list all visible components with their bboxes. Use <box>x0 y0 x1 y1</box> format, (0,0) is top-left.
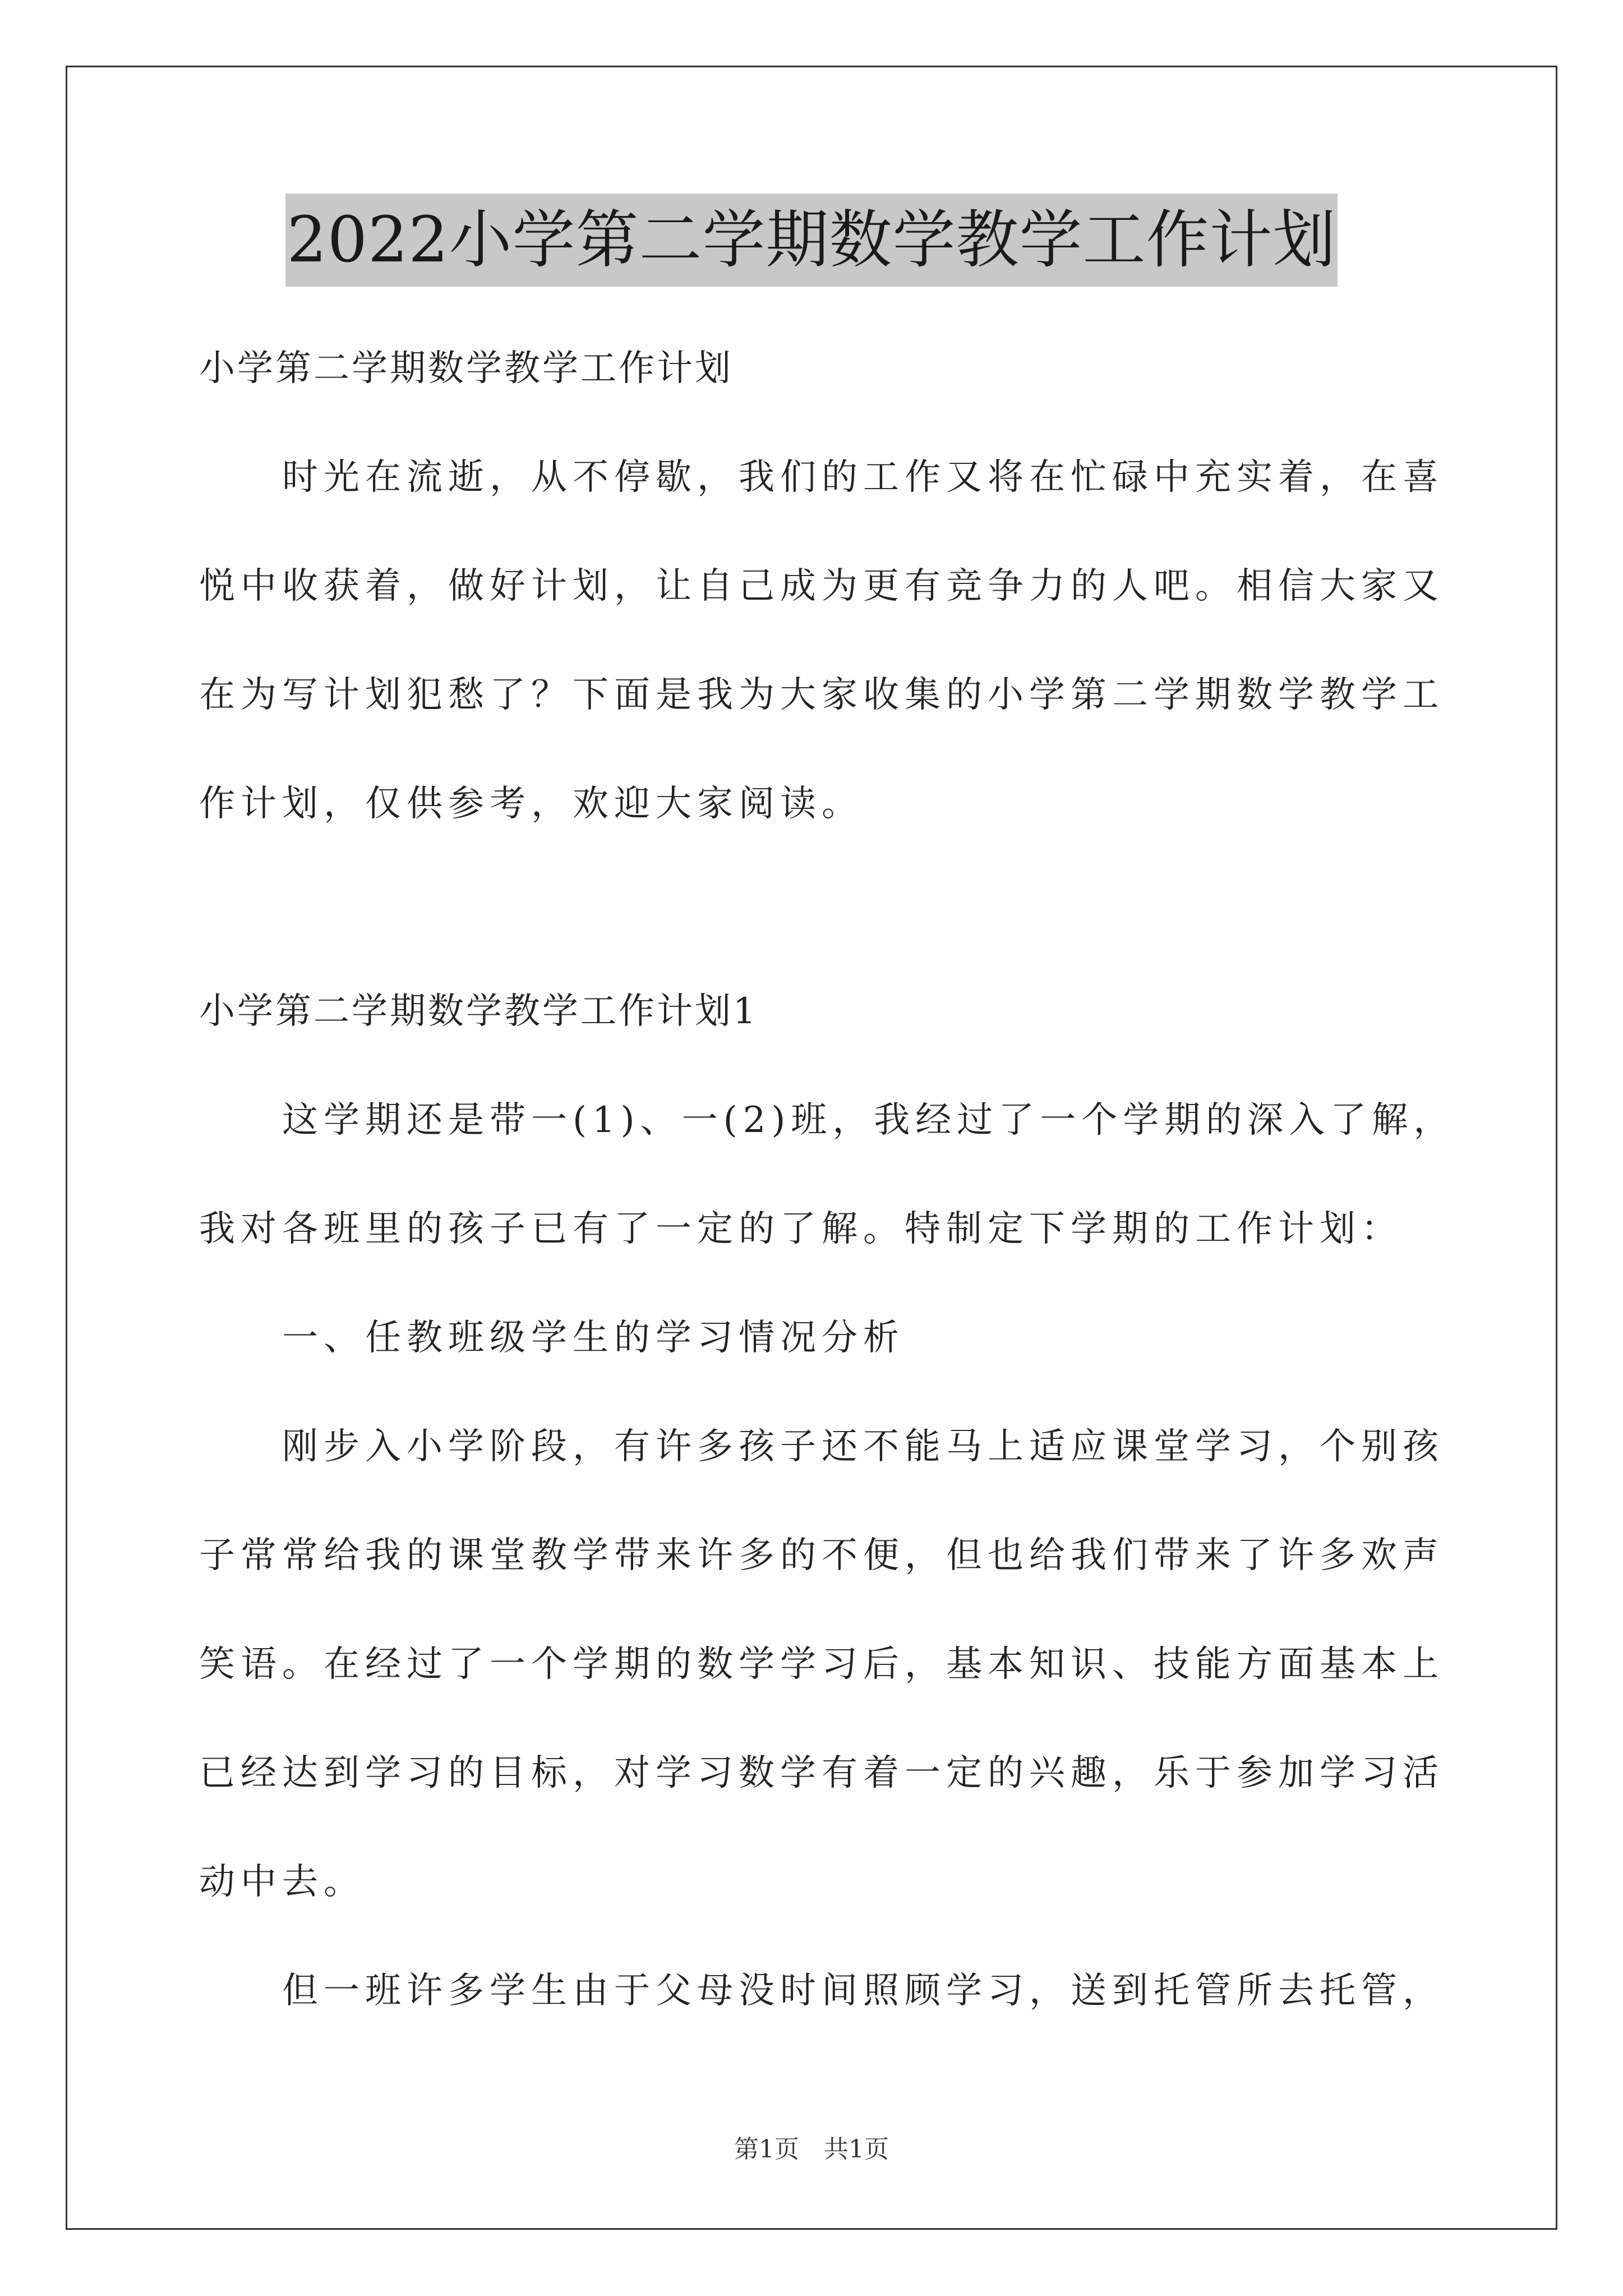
document-body <box>199 314 1455 2045</box>
intro-paragraph <box>199 423 1444 858</box>
paragraph-line: 子常常给我的课堂教学带来许多的不便，但也给我们带来了许多欢声 <box>199 1535 1444 1576</box>
paragraph-line: 已经达到学习的目标，对学习数学有着一定的兴趣，乐于参加学习活 <box>199 1752 1444 1794</box>
section-subheading: 一、任教班级学生的学习情况分析 <box>282 1317 905 1359</box>
paragraph-line: 这学期还是带一(1)、一(2)班，我经过了一个学期的深入了解， <box>282 1099 1455 1141</box>
paragraph-line: 作计划，仅供参考，欢迎大家阅读。 <box>199 783 863 825</box>
title-container <box>0 194 1623 287</box>
paragraph-line: 笑语。在经过了一个学期的数学学习后，基本知识、技能方面基本上 <box>199 1644 1444 1685</box>
section-paragraph <box>199 1936 1444 2045</box>
section-paragraph <box>199 1392 1444 1936</box>
paragraph-line: 时光在流逝，从不停歇，我们的工作又将在忙碌中充实着，在喜 <box>282 457 1444 498</box>
paragraph-line: 但一班许多学生由于父母没时间照顾学习，送到托管所去托管， <box>282 1970 1444 2012</box>
section-heading: 小学第二学期数学教学工作计划1 <box>199 991 758 1032</box>
paragraph-line: 悦中收获着，做好计划，让自己成为更有竞争力的人吧。相信大家又 <box>199 565 1444 607</box>
paragraph-line: 我对各班里的孩子已有了一定的了解。特制定下学期的工作计划： <box>199 1208 1403 1250</box>
document-subtitle: 小学第二学期数学教学工作计划 <box>199 348 733 389</box>
section-paragraph <box>199 1066 1455 1283</box>
document-title: 2022小学第二学期数学教学工作计划 <box>285 194 1337 287</box>
paragraph-line: 动中去。 <box>199 1861 365 1903</box>
page-footer: 第1页 共1页 <box>734 2135 889 2164</box>
paragraph-gap <box>199 858 1427 957</box>
paragraph-line: 刚步入小学阶段，有许多孩子还不能马上适应课堂学习，个别孩 <box>282 1426 1444 1467</box>
paragraph-line: 在为写计划犯愁了？下面是我为大家收集的小学第二学期数学教学工 <box>199 674 1444 716</box>
